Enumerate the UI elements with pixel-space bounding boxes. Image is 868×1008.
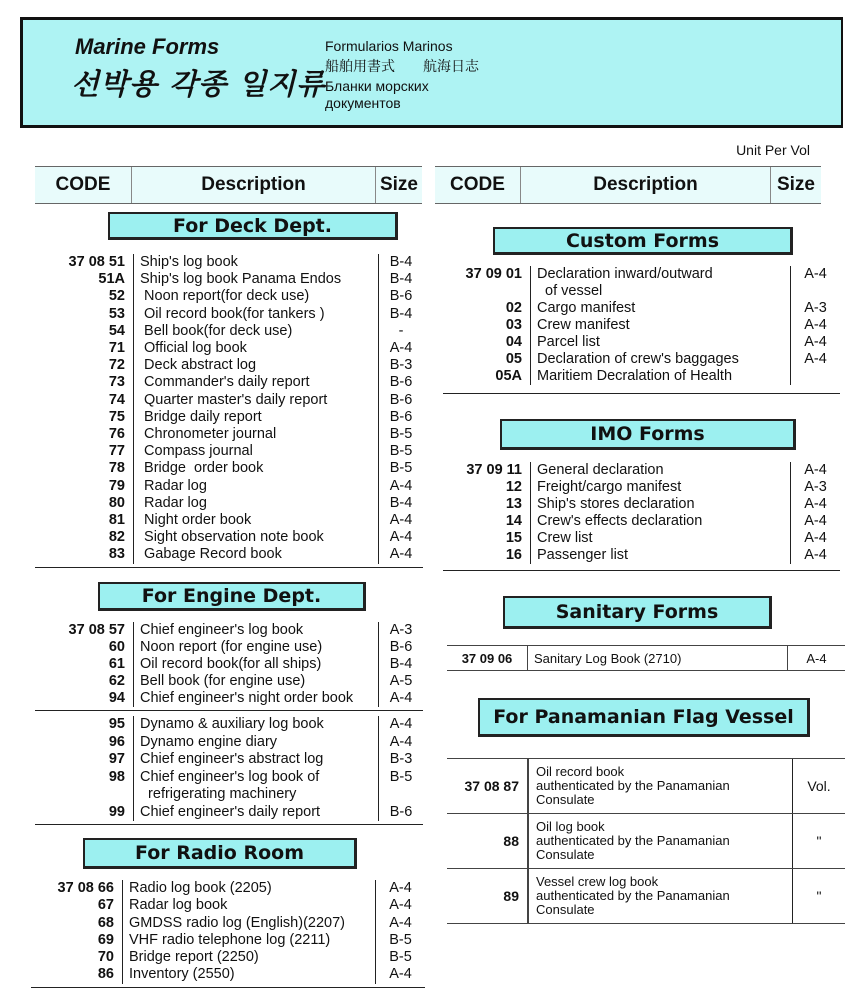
item-code: 12 bbox=[505, 479, 522, 495]
table-row bbox=[37, 495, 423, 512]
item-description: Sanitary Log Book (2710) bbox=[527, 646, 787, 670]
title-english: Marine Forms bbox=[75, 34, 220, 59]
table-row bbox=[37, 460, 423, 477]
item-description: Chief engineer's night order book bbox=[133, 690, 378, 707]
table-row bbox=[37, 751, 423, 769]
size-header: Size bbox=[379, 174, 419, 195]
item-description: Noon report (for engine use) bbox=[133, 639, 378, 656]
table-row bbox=[37, 443, 423, 460]
item-size: " bbox=[792, 814, 845, 868]
table-row bbox=[33, 932, 425, 949]
item-size: B-3 bbox=[378, 357, 423, 374]
item-size: A-4 bbox=[378, 340, 423, 357]
table-row bbox=[33, 966, 425, 983]
custom-section-title: Custom Forms bbox=[493, 227, 793, 255]
title-banner bbox=[20, 17, 843, 128]
item-code: 99 bbox=[108, 803, 125, 820]
item-code: 62 bbox=[108, 673, 125, 689]
unit-note: Unit Per Vol bbox=[736, 142, 810, 158]
item-size: A-5 bbox=[378, 673, 423, 690]
divider bbox=[31, 987, 425, 988]
item-description: Crew list bbox=[530, 530, 790, 547]
imo-section-title: IMO Forms bbox=[500, 419, 796, 450]
item-size: A-4 bbox=[375, 897, 425, 914]
item-size: B-4 bbox=[378, 306, 423, 323]
item-size: A-4 bbox=[378, 546, 423, 563]
item-code: 67 bbox=[97, 897, 114, 914]
item-code: 95 bbox=[108, 716, 125, 732]
table-row bbox=[37, 690, 423, 707]
item-size: A-4 bbox=[790, 530, 840, 547]
table-row bbox=[37, 254, 423, 271]
item-size: A-3 bbox=[790, 479, 840, 496]
table-row bbox=[37, 392, 423, 409]
table-row bbox=[37, 288, 423, 305]
item-code: 60 bbox=[108, 639, 125, 655]
item-description: Oil record book(for tankers ) bbox=[133, 306, 378, 323]
item-description: Chief engineer's abstract log bbox=[133, 751, 378, 769]
table-row bbox=[37, 512, 423, 529]
item-code: 94 bbox=[108, 690, 125, 706]
table-row bbox=[33, 897, 425, 914]
item-size: B-4 bbox=[378, 271, 423, 288]
item-code: 03 bbox=[505, 317, 522, 333]
description-header: Description bbox=[132, 167, 376, 203]
item-size: B-6 bbox=[378, 804, 423, 822]
subtitle-spanish: Formularios Marinos bbox=[325, 38, 453, 54]
item-code: 37 09 11 bbox=[466, 462, 522, 478]
code-header: CODE bbox=[435, 167, 521, 203]
table-row bbox=[37, 426, 423, 443]
item-description: Crew manifest bbox=[530, 317, 790, 334]
item-size: Vol. bbox=[792, 759, 845, 813]
item-code: 71 bbox=[108, 340, 125, 357]
item-size: B-6 bbox=[378, 409, 423, 426]
item-code: 98 bbox=[108, 768, 125, 785]
item-code: 70 bbox=[97, 949, 114, 966]
item-size: A-3 bbox=[378, 622, 423, 639]
subtitle-russian-1: Бланки морских bbox=[325, 78, 429, 94]
item-code: 80 bbox=[108, 494, 125, 511]
table-row bbox=[445, 368, 840, 385]
item-size: B-6 bbox=[378, 374, 423, 391]
item-code: 15 bbox=[505, 530, 522, 546]
table-row bbox=[37, 734, 423, 752]
table-row bbox=[37, 529, 423, 546]
sanitary-section-title: Sanitary Forms bbox=[503, 596, 772, 629]
item-size: - bbox=[378, 323, 423, 340]
item-code: 72 bbox=[108, 357, 125, 374]
item-size: A-4 bbox=[378, 690, 423, 707]
item-description: Ship's stores declaration bbox=[530, 496, 790, 513]
table-row bbox=[447, 869, 845, 924]
item-size: A-4 bbox=[790, 547, 840, 564]
item-size: A-4 bbox=[790, 317, 840, 334]
item-description: Parcel list bbox=[530, 334, 790, 351]
divider bbox=[35, 710, 423, 711]
item-description: Declaration inward/outward of vessel bbox=[530, 266, 790, 300]
panama-rows bbox=[447, 758, 845, 924]
table-row bbox=[37, 409, 423, 426]
item-description: Dynamo engine diary bbox=[133, 734, 378, 752]
size-header: Size bbox=[776, 174, 816, 195]
table-row bbox=[33, 915, 425, 932]
panama-section-title: For Panamanian Flag Vessel bbox=[478, 698, 810, 737]
radio-section-title: For Radio Room bbox=[83, 838, 357, 869]
item-description: Chief engineer's log book bbox=[133, 622, 378, 639]
table-row bbox=[445, 479, 840, 496]
subtitle-russian-2: документов bbox=[325, 95, 401, 111]
item-size: A-4 bbox=[378, 478, 423, 495]
item-code: 79 bbox=[108, 477, 125, 494]
table-row bbox=[445, 496, 840, 513]
item-description: Radar log bbox=[133, 478, 378, 495]
item-description: Official log book bbox=[133, 340, 378, 357]
item-code: 37 08 66 bbox=[57, 880, 114, 896]
item-description: Bell book (for engine use) bbox=[133, 673, 378, 690]
item-description: Vessel crew log book authenticated by the Panamanian Consulate bbox=[527, 869, 792, 923]
table-row bbox=[33, 880, 425, 897]
item-code: 53 bbox=[108, 305, 125, 322]
table-row bbox=[37, 716, 423, 734]
table-row bbox=[37, 374, 423, 391]
item-code: 96 bbox=[108, 733, 125, 750]
radio-rows bbox=[33, 880, 425, 988]
table-row bbox=[37, 656, 423, 673]
item-code: 83 bbox=[108, 546, 125, 563]
custom-rows bbox=[445, 266, 840, 394]
item-description: Declaration of crew's baggages bbox=[530, 351, 790, 368]
item-size: B-6 bbox=[378, 639, 423, 656]
item-description: General declaration bbox=[530, 462, 790, 479]
table-row bbox=[37, 478, 423, 495]
table-row bbox=[445, 300, 840, 317]
item-description: Chronometer journal bbox=[133, 426, 378, 443]
item-code: 16 bbox=[505, 547, 522, 563]
divider bbox=[443, 570, 840, 571]
item-description: Bell book(for deck use) bbox=[133, 323, 378, 340]
item-code: 37 08 87 bbox=[464, 778, 519, 794]
deck-section-title: For Deck Dept. bbox=[108, 212, 398, 240]
item-description: Inventory (2550) bbox=[122, 966, 375, 983]
item-description: Quarter master's daily report bbox=[133, 392, 378, 409]
item-size: A-4 bbox=[790, 462, 840, 479]
deck-rows bbox=[37, 254, 423, 568]
item-description: Noon report(for deck use) bbox=[133, 288, 378, 305]
item-description: Chief engineer's log book of refrigerating machinery bbox=[133, 769, 378, 804]
item-size: B-5 bbox=[378, 443, 423, 460]
table-row bbox=[445, 530, 840, 547]
table-row bbox=[445, 317, 840, 334]
item-description: GMDSS radio log (English)(2207) bbox=[122, 915, 375, 932]
table-row bbox=[445, 334, 840, 351]
item-description: Passenger list bbox=[530, 547, 790, 564]
item-code: 52 bbox=[108, 288, 125, 305]
item-size: A-4 bbox=[375, 966, 425, 983]
table-row bbox=[447, 759, 845, 814]
item-size: A-4 bbox=[790, 266, 840, 300]
item-size: A-4 bbox=[790, 351, 840, 368]
item-code: 05A bbox=[495, 368, 522, 384]
item-size: A-4 bbox=[787, 646, 845, 670]
item-size: B-3 bbox=[378, 751, 423, 769]
table-row bbox=[33, 949, 425, 966]
item-code: 82 bbox=[108, 529, 125, 546]
item-code: 02 bbox=[505, 300, 522, 316]
item-code: 13 bbox=[505, 496, 522, 512]
item-code: 97 bbox=[108, 751, 125, 767]
item-description: Ship's log book Panama Endos bbox=[133, 271, 378, 288]
item-description: Dynamo & auxiliary log book bbox=[133, 716, 378, 734]
item-code: 81 bbox=[108, 512, 125, 529]
item-size: A-4 bbox=[790, 513, 840, 530]
item-description: Crew's effects declaration bbox=[530, 513, 790, 530]
item-description: Radar log book bbox=[122, 897, 375, 914]
item-size: B-6 bbox=[378, 288, 423, 305]
item-code: 37 09 06 bbox=[461, 650, 513, 666]
item-description: Bridge order book bbox=[133, 460, 378, 477]
divider bbox=[443, 393, 840, 394]
item-size: A-4 bbox=[375, 915, 425, 932]
table-row bbox=[37, 804, 423, 822]
item-description: Cargo manifest bbox=[530, 300, 790, 317]
table-row bbox=[37, 323, 423, 340]
item-code: 51A bbox=[98, 271, 125, 288]
item-code: 61 bbox=[108, 656, 125, 672]
item-size: B-5 bbox=[378, 460, 423, 477]
engine_a-section-title: For Engine Dept. bbox=[98, 582, 366, 611]
table-row bbox=[447, 814, 845, 869]
item-description: Oil record book(for all ships) bbox=[133, 656, 378, 673]
item-code: 89 bbox=[503, 888, 519, 904]
item-size: A-4 bbox=[378, 512, 423, 529]
item-size: A-3 bbox=[790, 300, 840, 317]
engine_a-rows bbox=[37, 622, 423, 711]
divider bbox=[35, 824, 423, 825]
item-description: VHF radio telephone log (2211) bbox=[122, 932, 375, 949]
left-table-header bbox=[35, 166, 422, 204]
item-size: B-4 bbox=[378, 254, 423, 271]
item-description: Chief engineer's daily report bbox=[133, 804, 378, 822]
item-code: 75 bbox=[108, 408, 125, 425]
item-size: A-4 bbox=[375, 880, 425, 897]
item-size bbox=[790, 368, 840, 385]
item-size: B-4 bbox=[378, 495, 423, 512]
item-size: A-4 bbox=[378, 716, 423, 734]
item-description: Deck abstract log bbox=[133, 357, 378, 374]
item-code: 86 bbox=[97, 966, 114, 983]
table-row bbox=[445, 351, 840, 368]
item-description: Ship's log book bbox=[133, 254, 378, 271]
item-size: B-5 bbox=[375, 949, 425, 966]
code-header: CODE bbox=[35, 167, 132, 203]
item-size: B-4 bbox=[378, 656, 423, 673]
item-size: A-4 bbox=[790, 334, 840, 351]
item-size: A-4 bbox=[378, 529, 423, 546]
item-description: Radar log bbox=[133, 495, 378, 512]
right-table-header bbox=[435, 166, 821, 204]
table-row bbox=[37, 271, 423, 288]
item-size: B-5 bbox=[378, 769, 423, 804]
item-size: " bbox=[792, 869, 845, 923]
item-code: 78 bbox=[108, 460, 125, 477]
divider bbox=[35, 567, 423, 568]
table-row bbox=[445, 462, 840, 479]
description-header: Description bbox=[521, 167, 771, 203]
sanitary-rows bbox=[447, 645, 845, 671]
table-row bbox=[37, 769, 423, 804]
item-size: B-5 bbox=[375, 932, 425, 949]
item-size: B-6 bbox=[378, 392, 423, 409]
item-description: Compass journal bbox=[133, 443, 378, 460]
table-row bbox=[37, 639, 423, 656]
table-row bbox=[445, 266, 840, 300]
item-code: 69 bbox=[97, 931, 114, 948]
item-code: 76 bbox=[108, 426, 125, 443]
table-row bbox=[37, 357, 423, 374]
item-code: 37 09 01 bbox=[465, 266, 522, 282]
table-row bbox=[37, 622, 423, 639]
table-row bbox=[37, 673, 423, 690]
table-row bbox=[37, 306, 423, 323]
item-code: 37 08 51 bbox=[68, 254, 125, 270]
table-row bbox=[445, 513, 840, 530]
table-row bbox=[37, 546, 423, 563]
item-code: 37 08 57 bbox=[68, 622, 125, 638]
item-code: 68 bbox=[97, 914, 114, 931]
item-description: Gabage Record book bbox=[133, 546, 378, 563]
item-description: Bridge daily report bbox=[133, 409, 378, 426]
item-description: Oil record book authenticated by the Panamanian Consulate bbox=[527, 759, 792, 813]
item-code: 77 bbox=[108, 443, 125, 460]
item-description: Bridge report (2250) bbox=[122, 949, 375, 966]
item-size: A-4 bbox=[790, 496, 840, 513]
item-description: Commander's daily report bbox=[133, 374, 378, 391]
item-code: 04 bbox=[505, 334, 522, 350]
item-description: Maritiem Decralation of Health bbox=[530, 368, 790, 385]
table-row bbox=[445, 547, 840, 564]
item-code: 74 bbox=[108, 391, 125, 408]
item-size: B-5 bbox=[378, 426, 423, 443]
item-size: A-4 bbox=[378, 734, 423, 752]
title-korean: 선박용 각종 일지류 bbox=[71, 67, 326, 101]
item-description: Oil log book authenticated by the Panamanian Consulate bbox=[527, 814, 792, 868]
item-description: Radio log book (2205) bbox=[122, 880, 375, 897]
item-description: Sight observation note book bbox=[133, 529, 378, 546]
item-code: 73 bbox=[108, 374, 125, 391]
item-description: Freight/cargo manifest bbox=[530, 479, 790, 496]
item-code: 54 bbox=[108, 322, 125, 339]
item-code: 88 bbox=[503, 833, 519, 849]
subtitle-chinese: 船舶用書式 航海日志 bbox=[325, 58, 479, 74]
item-description: Night order book bbox=[133, 512, 378, 529]
item-code: 14 bbox=[505, 513, 522, 529]
table-row bbox=[37, 340, 423, 357]
imo-rows bbox=[445, 462, 840, 571]
item-code: 05 bbox=[505, 351, 522, 367]
engine_b-rows bbox=[37, 716, 423, 825]
